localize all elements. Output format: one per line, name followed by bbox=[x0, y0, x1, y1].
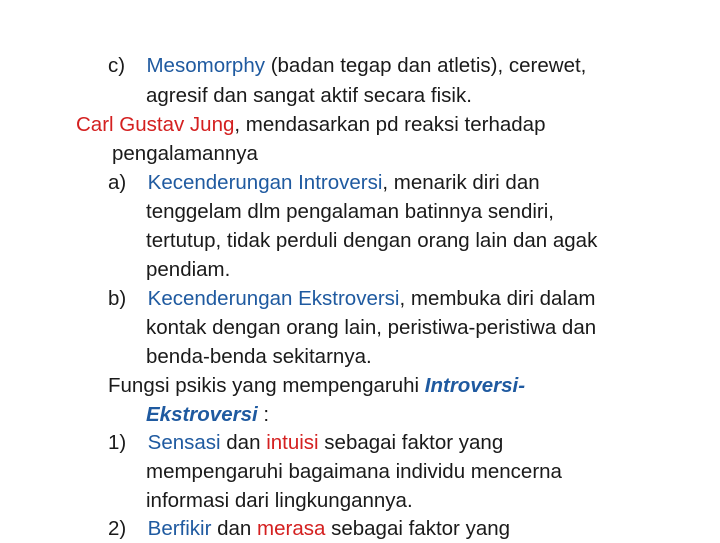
item-2-rest: sebagai faktor yang bbox=[325, 517, 511, 540]
item-1-marker: 1) bbox=[108, 431, 127, 454]
item-b-marker: b) bbox=[108, 287, 127, 310]
item-1-term-2: intuisi bbox=[266, 431, 319, 454]
item-c-rest: (badan tegap dan atletis), cerewet, bbox=[270, 54, 587, 77]
item-a-term: Kecenderungan Introversi bbox=[147, 171, 383, 194]
jung-rest: , mendasarkan pd reaksi terhadap bbox=[234, 113, 546, 136]
item-2-and: dan bbox=[211, 517, 258, 540]
item-a-line-3: pendiam. bbox=[146, 258, 231, 281]
fungsi-term-2: Ekstroversi bbox=[146, 403, 258, 426]
item-1-term-1: Sensasi bbox=[147, 431, 221, 454]
item-b-line bbox=[108, 285, 595, 313]
item-2-term-2: merasa bbox=[257, 517, 326, 540]
item-b-line-1: kontak dengan orang lain, peristiwa-peristiwa dan bbox=[146, 316, 597, 339]
item-1-line bbox=[108, 429, 503, 457]
item-1-line-1: mempengaruhi bagaimana individu mencerna bbox=[146, 460, 562, 483]
fungsi-term-1: Introversi- bbox=[424, 374, 526, 397]
item-c-cont: agresif dan sangat aktif secara fisik. bbox=[146, 84, 472, 107]
item-2-line bbox=[108, 515, 510, 543]
item-b-term: Kecenderungan Ekstroversi bbox=[147, 287, 400, 310]
item-1-and: dan bbox=[220, 431, 267, 454]
item-c-marker: c) bbox=[108, 54, 126, 77]
item-c-line bbox=[108, 52, 586, 80]
jung-line bbox=[76, 111, 545, 139]
jung-name: Carl Gustav Jung bbox=[76, 113, 235, 136]
item-1-rest: sebagai faktor yang bbox=[318, 431, 504, 454]
fungsi-cont bbox=[146, 401, 269, 429]
jung-cont: pengalamannya bbox=[112, 142, 258, 165]
item-c-term: Mesomorphy bbox=[146, 54, 265, 77]
item-1-line-2: informasi dari lingkungannya. bbox=[146, 489, 413, 512]
item-2-marker: 2) bbox=[108, 517, 127, 540]
fungsi-line bbox=[108, 372, 525, 400]
item-a-line-2: tertutup, tidak perduli dengan orang lain dan agak bbox=[146, 229, 598, 252]
item-a-marker: a) bbox=[108, 171, 127, 194]
item-2-term-1: Berfikir bbox=[147, 517, 212, 540]
item-a-line bbox=[108, 169, 540, 197]
item-b-line-2: benda-benda sekitarnya. bbox=[146, 345, 372, 368]
item-b-rest: , membuka diri dalam bbox=[399, 287, 596, 310]
item-a-line-1: tenggelam dlm pengalaman batinnya sendiri, bbox=[146, 200, 554, 223]
item-a-rest: , menarik diri dan bbox=[382, 171, 540, 194]
fungsi-colon: : bbox=[257, 403, 270, 426]
fungsi-text: Fungsi psikis yang mempengaruhi bbox=[108, 374, 425, 397]
